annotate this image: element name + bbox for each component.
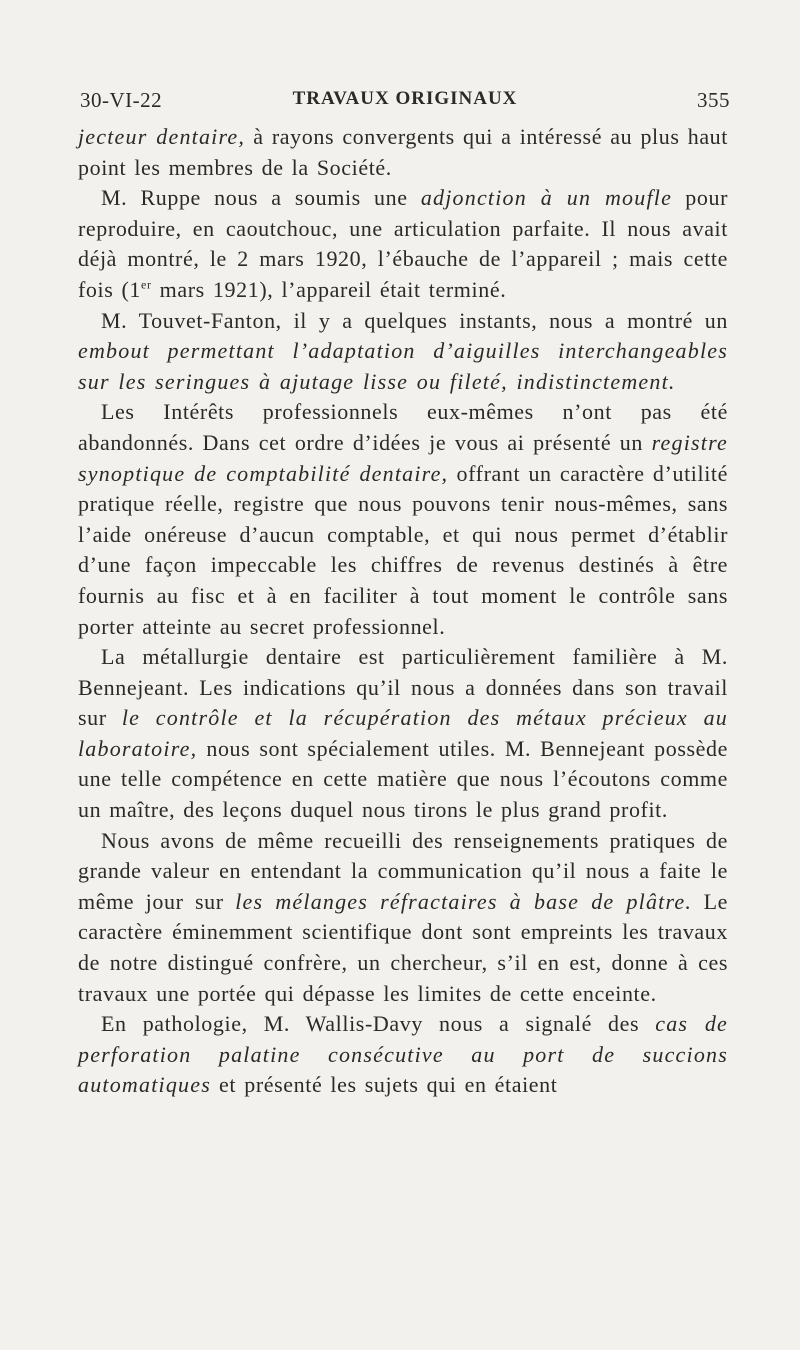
- text-run: pour reproduire, en caoutchouc, une articulation parfaite. Il nous avait déjà montré, le 2 mars 1920, l’ébauche de l’appareil ; mais cette fois (1: [78, 185, 729, 302]
- text-run: La métallurgie dentaire est particulièrement familière à M. Bennejeant. Les indications qu’il nous a données dans son travail sur: [78, 644, 728, 731]
- paragraph: [78, 1009, 728, 1101]
- italic-text: adjonction à un moufle: [420, 185, 673, 211]
- italic-text: registre synoptique de comptabilité dentaire,: [78, 429, 728, 486]
- text-run: En pathologie, M. Wallis-Davy nous a signalé des: [101, 1011, 656, 1037]
- italic-text: le contrôle et la récupération des métaux précieux au laboratoire,: [78, 705, 728, 761]
- text-run: mars 1921), l’appareil était terminé.: [151, 276, 507, 302]
- text-run: Les Intérêts professionnels eux-mêmes n’ont pas été abandonnés. Dans cet ordre d’idées je vous ai présenté un: [78, 399, 728, 455]
- italic-text: jecteur dentaire,: [78, 124, 246, 149]
- italic-text: les mélanges réfractaires à base de plâtre.: [235, 888, 693, 914]
- text-run: M. Ruppe nous a soumis une: [101, 185, 421, 211]
- text-run: nous sont spécialement utiles. M. Bennejeant possède une telle compétence en cette matière que nous l’écoutons comme un maître, des leçons duquel nous tirons le plus grand profit.: [78, 735, 728, 823]
- paragraph: [78, 122, 728, 183]
- text-run: M. Touvet-Fanton, il y a quelques instants, nous a montré un: [101, 307, 728, 333]
- paragraph: [78, 642, 728, 826]
- text-run: Nous avons de même recueilli des renseignements pratiques de grande valeur en entendant la communication qu’il nous a faite le même jour sur: [78, 827, 728, 914]
- paragraph: [78, 306, 728, 398]
- running-header: [80, 88, 730, 124]
- page-number: 355: [697, 88, 730, 112]
- superscript-text: er: [141, 277, 152, 292]
- text-run: Le caractère éminemment scientifique dont sont empreints les travaux de notre distingué confrère, un chercheur, s’il en est, donne à ces travaux une portée qui dépasse les limites de cette enceinte.: [78, 888, 728, 1006]
- italic-text: embout permettant l’adaptation d’aiguilles interchangeables sur les seringues à ajutage lisse ou fileté, indistinctement.: [78, 338, 728, 394]
- text-run: offrant un caractère d’utilité pratique réelle, registre que nous pouvons tenir nous-mêmes, sans l’aide onéreuse d’aucun comptable, et qui nous permet d’établir d’une façon impeccable les chiffres de revenus destinés à être fournis au fisc et à en faciliter à tout moment le contrôle sans porter atteinte au secret professionnel.: [78, 460, 728, 639]
- header-date: 30-VI-22: [80, 88, 163, 112]
- paragraph: [78, 183, 728, 305]
- paragraph: [78, 397, 728, 642]
- italic-text: cas de perforation palatine consécutive au port de succions automatiques: [78, 1011, 728, 1098]
- body-text: [78, 122, 728, 1101]
- paragraph: [78, 826, 728, 1010]
- text-run: et présenté les sujets qui en étaient: [210, 1072, 558, 1098]
- header-section-title: TRAVAUX ORIGINAUX: [292, 88, 518, 109]
- text-run: à rayons convergents qui a intéressé au plus haut point les membres de la Société.: [78, 124, 728, 180]
